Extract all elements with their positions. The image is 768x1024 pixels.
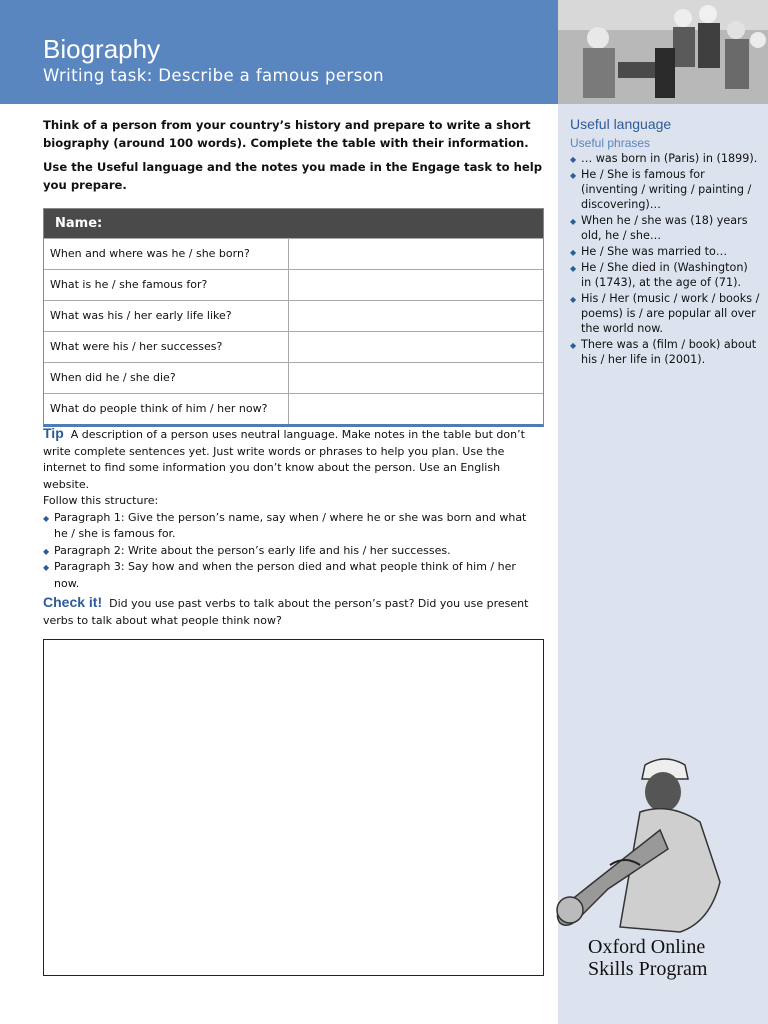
table-question: What were his / her successes? [44, 332, 289, 362]
table-row [44, 300, 543, 331]
diamond-bullet-icon: ◆ [570, 295, 577, 304]
page-header [0, 0, 558, 104]
table-question: What is he / she famous for? [44, 270, 289, 300]
table-answer-cell[interactable] [289, 363, 543, 393]
phrase-item: ◆ When he / she was (18) years old, he / she… [570, 214, 748, 242]
historical-painting-image [558, 0, 768, 104]
diamond-bullet-icon: ◆ [570, 341, 577, 350]
structure-item: ◆ Paragraph 1: Give the person’s name, say when / where he or she was born and what he / she is famous for. [43, 510, 527, 540]
writing-area[interactable] [43, 639, 544, 976]
logo-line-1: Oxford Online [588, 936, 706, 958]
page-subtitle: Writing task: Describe a famous person [43, 66, 384, 85]
check-it-section [43, 594, 543, 629]
diamond-bullet-icon: ◆ [570, 248, 577, 257]
phrase-item: ◆ He / She died in (Washington) in (1743), at the age of (71). [570, 261, 748, 289]
diamond-bullet-icon: ◆ [570, 171, 577, 180]
table-answer-cell[interactable] [289, 270, 543, 300]
oxford-logo [588, 936, 707, 980]
table-answer-cell[interactable] [289, 239, 543, 269]
tip-text: A description of a person uses neutral language. Make notes in the table but don’t write complete sentences yet. Just write words or phrases to help you plan. Use the internet to find some information you don’t know about the person. Use an English website. [43, 428, 525, 491]
diamond-bullet-icon: ◆ [570, 264, 577, 273]
check-it-text: Did you use past verbs to talk about the person’s past? Did you use present verbs to talk about what people think now? [43, 597, 529, 627]
structure-item: ◆ Paragraph 3: Say how and when the person died and what people think of him / her now. [43, 560, 516, 590]
table-question: What was his / her early life like? [44, 301, 289, 331]
logo-line-2: Skills Program [588, 958, 708, 980]
table-answer-cell[interactable] [289, 394, 543, 424]
page-title: Biography [43, 34, 161, 64]
table-answer-cell[interactable] [289, 301, 543, 331]
tip-section [43, 425, 543, 592]
useful-language-title: Useful language [570, 116, 672, 132]
table-question: When did he / she die? [44, 363, 289, 393]
table-question: When and where was he / she born? [44, 239, 289, 269]
phrase-item: ◆ There was a (film / book) about his / her life in (2001). [570, 338, 757, 366]
phrase-item: ◆ He / She is famous for (inventing / writing / painting / discovering)… [570, 168, 752, 211]
table-row [44, 331, 543, 362]
phrase-item: ◆ … was born in (Paris) in (1899). [570, 152, 758, 165]
table-row [44, 238, 543, 269]
table-answer-cell[interactable] [289, 332, 543, 362]
table-row [44, 269, 543, 300]
intro-paragraph-2: Use the Useful language and the notes you made in the Engage task to help you prepare. [43, 160, 543, 192]
intro-paragraph-1: Think of a person from your country’s history and prepare to write a short biography (around 100 words). Complete the table with their information. [43, 118, 531, 150]
diamond-bullet-icon: ◆ [43, 546, 50, 556]
table-header-name: Name: [44, 209, 543, 238]
structure-item: ◆ Paragraph 2: Write about the person’s early life and his / her successes. [43, 543, 543, 560]
diamond-bullet-icon: ◆ [43, 563, 50, 572]
tip-paragraph [43, 425, 543, 493]
table-row [44, 393, 543, 424]
trumpet-player-image [550, 750, 755, 935]
tip-label: Tip [43, 425, 64, 441]
diamond-bullet-icon: ◆ [43, 513, 50, 523]
phrase-item: ◆ He / She was married to… [570, 245, 728, 258]
useful-phrases-subtitle: Useful phrases [570, 136, 651, 150]
notes-table [43, 208, 544, 427]
diamond-bullet-icon: ◆ [570, 217, 577, 226]
check-it-label: Check it! [43, 594, 103, 610]
table-row [44, 362, 543, 393]
intro-text [43, 116, 543, 200]
diamond-bullet-icon: ◆ [570, 155, 577, 164]
tip-follow: Follow this structure: [43, 494, 159, 507]
table-question: What do people think of him / her now? [44, 394, 289, 424]
phrase-item: ◆ His / Her (music / work / books / poems) is / are popular all over the world now. [570, 292, 760, 335]
